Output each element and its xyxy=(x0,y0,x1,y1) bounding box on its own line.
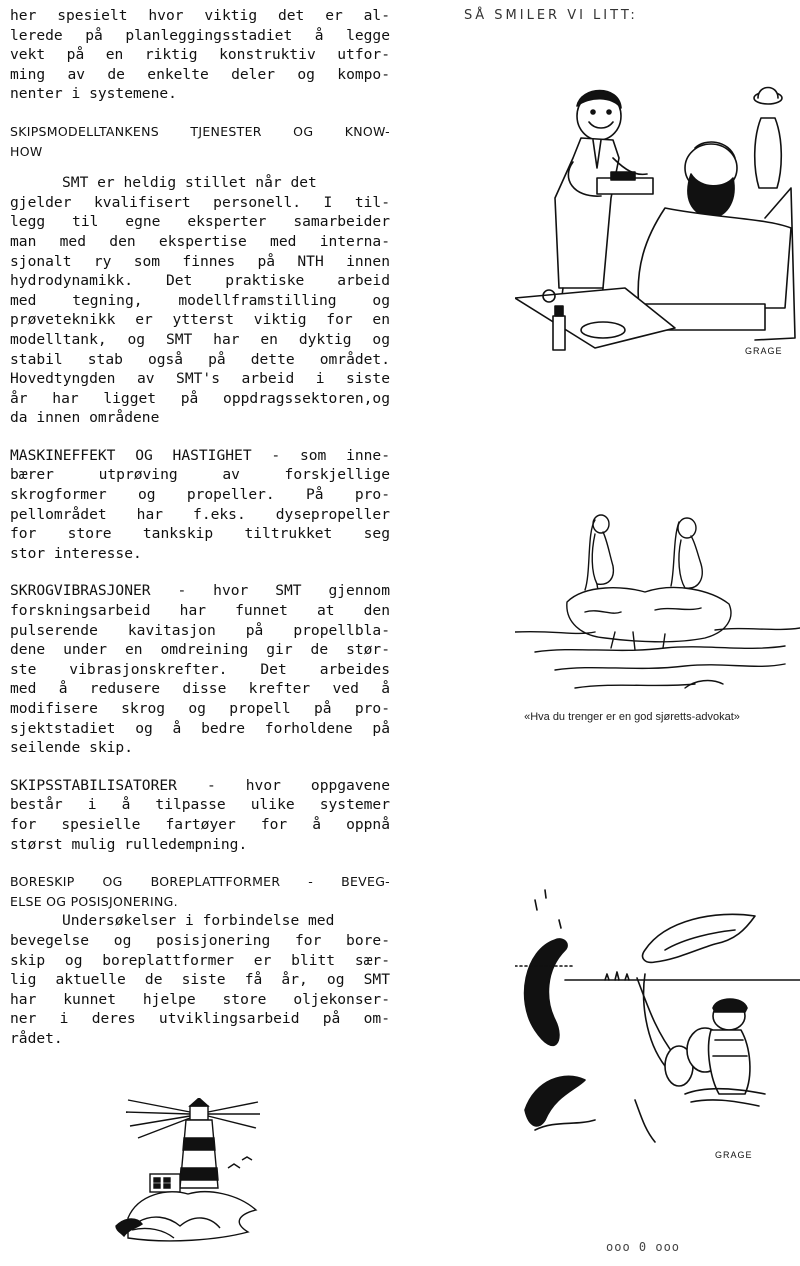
text-line: SMT er heldig stillet når det xyxy=(62,174,317,192)
text-line: pulserende kavitasjon på propellbla- xyxy=(10,621,390,639)
text-line: år har ligget på oppdragssektoren,og xyxy=(10,389,390,407)
heading-line: HOW xyxy=(10,143,43,159)
text-line: bevegelse og posisjonering for bore- xyxy=(10,931,390,949)
text-line: man med den ekspertise med interna- xyxy=(10,232,390,250)
text-line: skrogformer og propeller. På pro- xyxy=(10,486,390,504)
text-line: pellområdet har f.eks. dysepropeller xyxy=(10,505,390,523)
section-paragraph-stabilisatorer xyxy=(10,776,390,854)
text-line: nenter i systemene. xyxy=(10,85,177,103)
lighthouse-illustration xyxy=(108,1098,268,1248)
heading-line: ELSE OG POSISJONERING. xyxy=(10,893,178,909)
text-line: stabil stab også på dette området. xyxy=(10,350,390,368)
cartoon-signature: GRAGE xyxy=(715,1150,753,1160)
text-line: MASKINEFFEKT OG HASTIGHET - som inne- xyxy=(10,446,390,464)
text-line: modelltank, og SMT har en dyktig og xyxy=(10,330,390,348)
section-heading-boreskip xyxy=(10,872,390,911)
text-line: ste vibrasjonskrefter. Det arbeides xyxy=(10,660,390,678)
section-paragraph-skrogvibrasjoner xyxy=(10,581,390,757)
text-line: med å redusere disse krefter ved å xyxy=(10,680,390,698)
intro-paragraph xyxy=(10,6,390,104)
text-line: for spesielle fartøyer for å oppnå xyxy=(10,815,390,833)
text-line: Undersøkelser i forbindelse med xyxy=(62,912,335,930)
text-line: skip og boreplattformer er blitt sær- xyxy=(10,951,390,969)
text-line: stor interesse. xyxy=(10,544,142,562)
text-line: seilende skip. xyxy=(10,739,134,757)
text-line: sjonalt ry som finnes på NTH innen xyxy=(10,252,390,270)
text-line: forskningsarbeid har funnet at den xyxy=(10,602,390,620)
section-paragraph-personell xyxy=(10,173,390,428)
section-paragraph-maskineffekt xyxy=(10,446,390,564)
mermaid-cartoon-caption: «Hva du trenger er en god sjøretts-advokat» xyxy=(524,711,740,723)
text-line: gjelder kvalifisert personell. I til- xyxy=(10,193,390,211)
mermaids-cartoon xyxy=(515,512,800,707)
page-number: ooo 0 ooo xyxy=(606,1240,681,1254)
text-line: SKROGVIBRASJONER - hvor SMT gjennom xyxy=(10,582,390,600)
text-line: dene under en omdreining gir de stør- xyxy=(10,641,390,659)
text-line: for store tankskip tiltrukket seg xyxy=(10,525,390,543)
text-line: vekt på en riktig konstruktiv utfor- xyxy=(10,46,390,64)
text-line: da innen områdene xyxy=(10,409,160,427)
cartoon-section-heading: SÅ SMILER VI LITT: xyxy=(464,8,638,23)
heading-line: BORESKIP OG BOREPLATTFORMER - BEVEG- xyxy=(10,874,390,890)
text-line: ming av de enkelte deler og kompo- xyxy=(10,65,390,83)
text-line: hydrodynamikk. Det praktiske arbeid xyxy=(10,272,390,290)
text-line: størst mulig rulledempning. xyxy=(10,835,248,853)
section-heading-tjenester xyxy=(10,122,390,161)
text-line: legg til egne eksperter samarbeider xyxy=(10,213,390,231)
heading-line: SKIPSMODELLTANKENS TJENESTER OG KNOW- xyxy=(10,123,390,139)
text-line: lig aktuelle de siste få år, og SMT xyxy=(10,971,390,989)
text-line: Hovedtyngden av SMT's arbeid i siste xyxy=(10,370,390,388)
article-text-column xyxy=(10,6,390,1049)
text-line: modifisere skrog og propell på pro- xyxy=(10,700,390,717)
text-line: ner i deres utviklingsarbeid på om- xyxy=(10,1010,390,1028)
text-line: rådet. xyxy=(10,1029,63,1047)
text-line: bærer utprøving av forskjellige xyxy=(10,466,390,484)
text-line: sjektstadiet og å bedre forholdene på xyxy=(10,719,390,737)
text-line: består i å tilpasse ulike systemer xyxy=(10,796,390,814)
wave-scissors-cartoon xyxy=(515,880,800,1170)
text-line: lerede på planleggingsstadiet å legge xyxy=(10,26,390,44)
barber-cartoon xyxy=(515,78,800,368)
text-line: her spesielt hvor viktig det er al- xyxy=(10,7,390,24)
text-line: har kunnet hjelpe store oljekonser- xyxy=(10,990,390,1008)
text-line: SKIPSSTABILISATORER - hvor oppgavene xyxy=(10,776,390,794)
text-line: prøveteknikk er ytterst viktig for en xyxy=(10,311,390,329)
cartoon-signature: GRAGE xyxy=(745,346,783,356)
section-paragraph-boreskip xyxy=(10,911,390,1048)
text-line: med tegning, modellframstilling og xyxy=(10,291,390,309)
